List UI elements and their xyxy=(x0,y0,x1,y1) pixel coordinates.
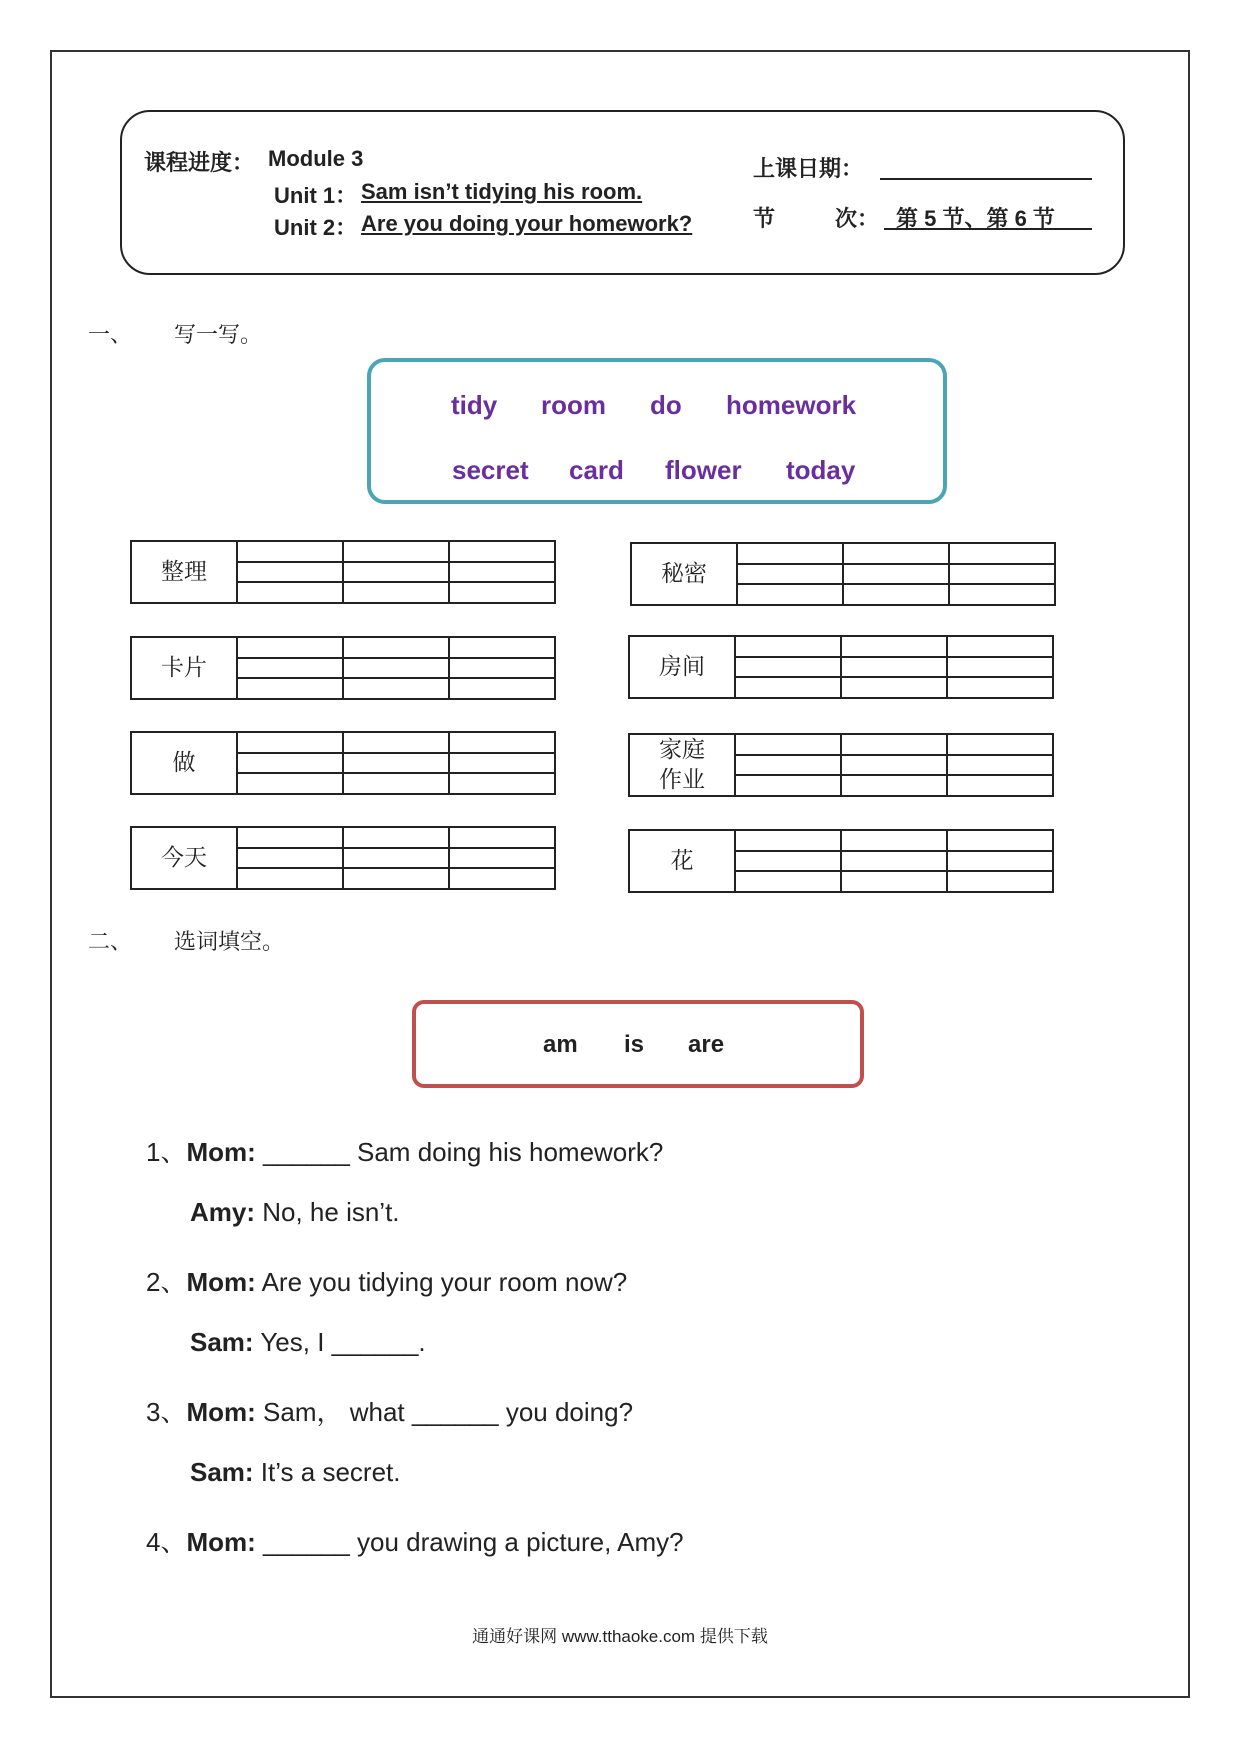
writing-grid xyxy=(130,731,556,795)
question-line xyxy=(146,1262,627,1299)
lesson-label-2: 次： xyxy=(835,206,880,231)
word-bank-item: do xyxy=(650,390,682,420)
writing-grid xyxy=(628,635,1054,699)
question-number: 1、 xyxy=(146,1137,187,1167)
section2-title: 选词填空。 xyxy=(174,929,285,954)
unit1-title: Sam isn’t tidying his room. xyxy=(361,179,643,204)
lesson-underline xyxy=(884,228,1092,230)
unit2-title: Are you doing your homework? xyxy=(361,211,693,236)
question-line xyxy=(146,1132,663,1169)
answer-line xyxy=(190,1327,426,1358)
grid-label: 做 xyxy=(130,731,238,795)
word-bank-item: homework xyxy=(726,390,857,420)
word-bank-item: card xyxy=(569,455,624,485)
section1-number: 一、 xyxy=(88,322,133,347)
word-bank-item: room xyxy=(541,390,606,420)
speaker: Sam: xyxy=(190,1327,254,1357)
speaker: Amy: xyxy=(190,1197,256,1227)
writing-grid xyxy=(628,733,1054,797)
answer-text: Yes, I ______. xyxy=(253,1327,426,1357)
module-title: Module 3 xyxy=(268,146,364,171)
question-line xyxy=(146,1392,633,1429)
question-text: Are you tidying your room now? xyxy=(255,1267,628,1297)
question-text: ______ you drawing a picture, Amy? xyxy=(255,1527,684,1557)
speaker: Mom: xyxy=(186,1397,256,1427)
writing-lines[interactable] xyxy=(734,733,1054,797)
answer-text: It’s a secret. xyxy=(253,1457,401,1487)
question-number: 3、 xyxy=(146,1397,187,1427)
section2-number: 二、 xyxy=(88,929,133,954)
word-bank-item: flower xyxy=(665,455,742,485)
speaker: Mom: xyxy=(186,1527,256,1557)
writing-lines[interactable] xyxy=(236,826,556,890)
question-text: ______ Sam doing his homework? xyxy=(255,1137,664,1167)
question-text: Sam， what ______ you doing? xyxy=(255,1397,634,1427)
grid-label: 花 xyxy=(628,829,736,893)
section1-heading xyxy=(88,318,262,349)
question-line xyxy=(146,1522,684,1559)
question-number: 4、 xyxy=(146,1527,187,1557)
writing-grid xyxy=(130,540,556,604)
grid-label: 整理 xyxy=(130,540,238,604)
choice-word: is xyxy=(624,1031,645,1058)
question-number: 2、 xyxy=(146,1267,187,1297)
footer-credit: 通通好课网 www.tthaoke.com 提供下载 xyxy=(472,1627,768,1646)
speaker: Mom: xyxy=(186,1137,256,1167)
writing-lines[interactable] xyxy=(236,731,556,795)
section2-heading xyxy=(88,925,284,956)
answer-line xyxy=(190,1457,401,1488)
writing-lines[interactable] xyxy=(236,636,556,700)
choice-word: am xyxy=(543,1031,578,1058)
speaker: Sam: xyxy=(190,1457,254,1487)
word-bank-item: secret xyxy=(452,455,529,485)
writing-grid xyxy=(130,636,556,700)
writing-grid xyxy=(628,829,1054,893)
unit2-title-wrap xyxy=(361,211,692,237)
lesson-label-1: 节 xyxy=(753,206,776,231)
unit1-title-wrap xyxy=(361,179,642,205)
word-bank-item: tidy xyxy=(451,390,498,420)
lesson-value: 第 5 节、第 6 节 xyxy=(896,206,1055,231)
unit1-label: Unit 1： xyxy=(274,183,358,208)
grid-label: 今天 xyxy=(130,826,238,890)
section1-title: 写一写。 xyxy=(174,322,263,347)
grid-label: 家庭作业 xyxy=(628,733,736,797)
writing-lines[interactable] xyxy=(734,635,1054,699)
choice-word: are xyxy=(688,1031,725,1058)
progress-label: 课程进度： xyxy=(144,150,255,175)
word-bank-item: today xyxy=(786,455,856,485)
writing-grid xyxy=(630,542,1056,606)
answer-text: No, he isn’t. xyxy=(255,1197,400,1227)
answer-line xyxy=(190,1197,400,1228)
writing-lines[interactable] xyxy=(236,540,556,604)
writing-lines[interactable] xyxy=(736,542,1056,606)
date-blank xyxy=(880,178,1092,180)
grid-label: 卡片 xyxy=(130,636,238,700)
grid-label: 房间 xyxy=(628,635,736,699)
writing-grid xyxy=(130,826,556,890)
speaker: Mom: xyxy=(186,1267,256,1297)
grid-label: 秘密 xyxy=(630,542,738,606)
date-label: 上课日期： xyxy=(753,156,864,181)
unit2-label: Unit 2： xyxy=(274,215,358,240)
writing-lines[interactable] xyxy=(734,829,1054,893)
